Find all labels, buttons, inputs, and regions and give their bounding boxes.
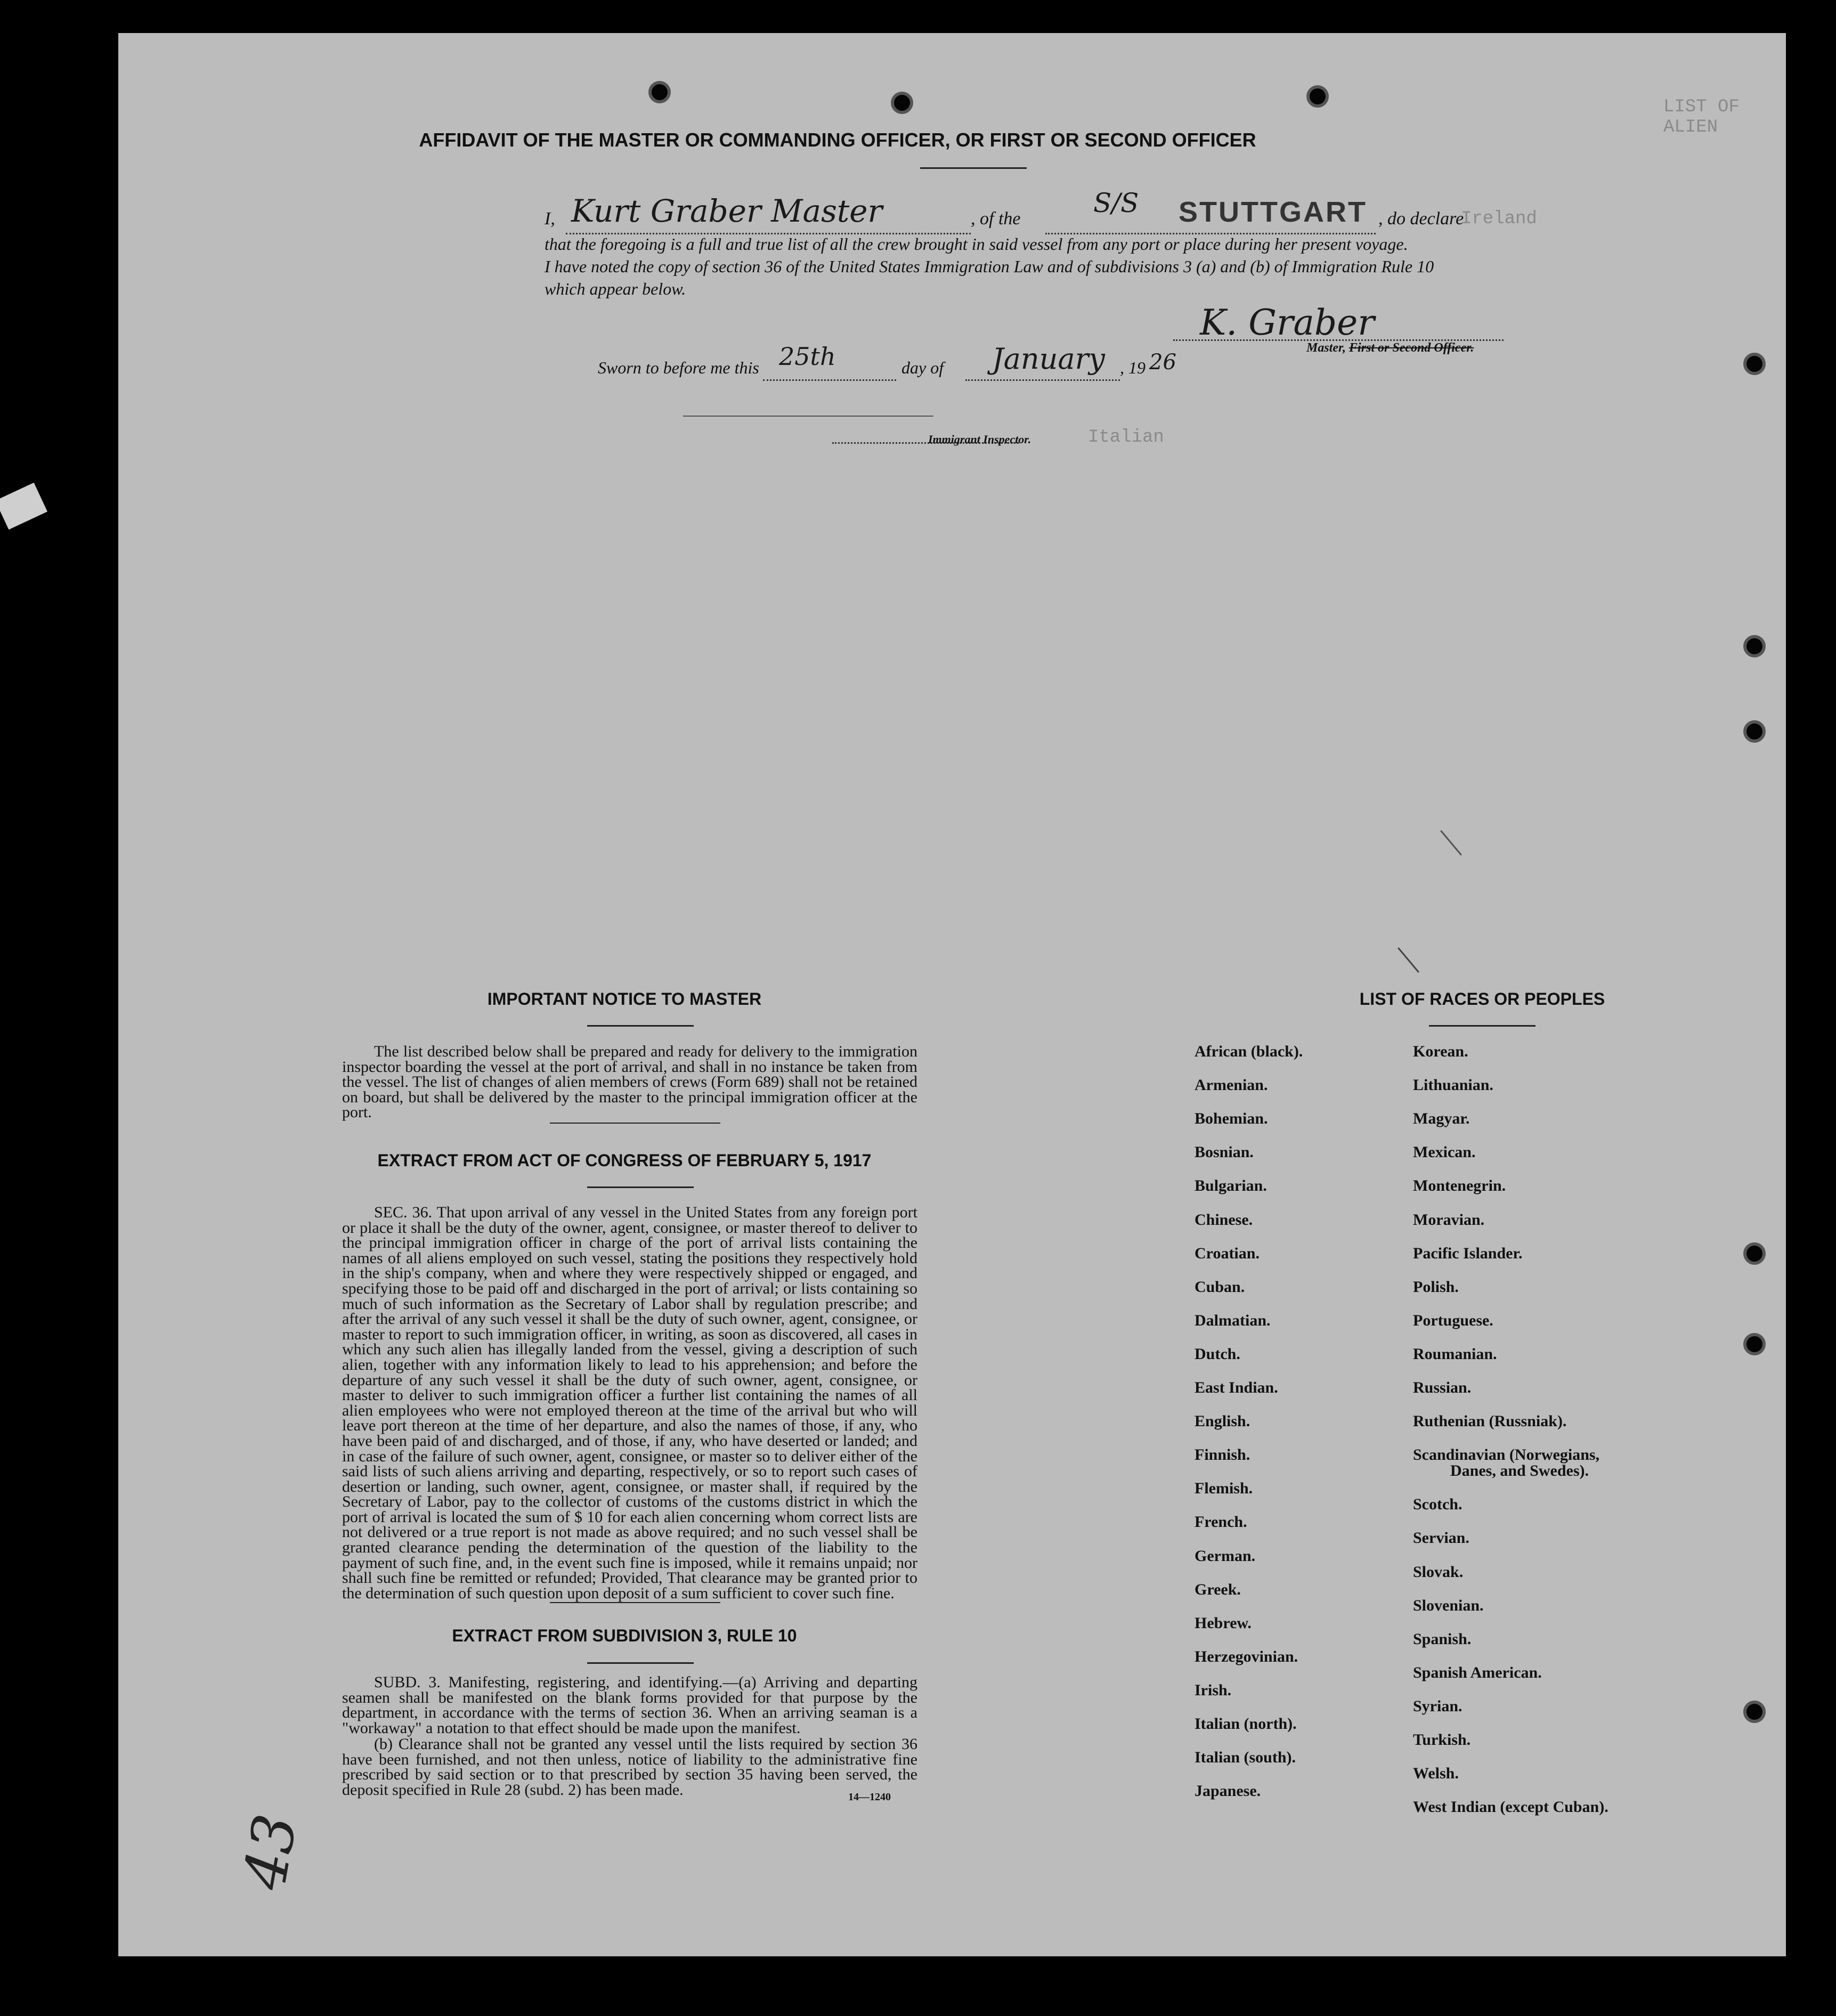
race-item: Roumanian.	[1413, 1345, 1497, 1363]
check-mark	[1398, 947, 1419, 973]
race-item: Irish.	[1195, 1681, 1232, 1699]
section-rule	[550, 1602, 720, 1603]
punch-hole	[1743, 1333, 1766, 1355]
bleed-through-text: Italian	[1088, 427, 1164, 448]
race-item: Spanish.	[1413, 1630, 1472, 1648]
race-item: Japanese.	[1195, 1782, 1261, 1800]
bleed-through-text: Ireland	[1461, 209, 1537, 229]
race-item: Danes, and Swedes).	[1450, 1462, 1589, 1480]
sworn-day-handwritten: 25th	[779, 342, 836, 371]
master-name-handwritten: Kurt Graber Master	[571, 193, 883, 229]
race-item: Bulgarian.	[1195, 1177, 1267, 1195]
of-the-label: , of the	[971, 209, 1021, 229]
race-item: Scandinavian (Norwegians,	[1413, 1446, 1600, 1464]
do-declare-label: , do declare	[1378, 209, 1464, 229]
races-underline	[1429, 1025, 1536, 1027]
race-item: English.	[1195, 1412, 1250, 1430]
race-item: Pacific Islander.	[1413, 1244, 1523, 1262]
month-blank-line	[965, 379, 1120, 381]
margin-handwritten-mark: 43	[230, 1809, 311, 1895]
race-item: Scotch.	[1413, 1495, 1463, 1514]
document-page	[118, 33, 1786, 1956]
race-item: Spanish American.	[1413, 1663, 1542, 1681]
race-item: African (black).	[1195, 1043, 1303, 1060]
race-item: Dalmatian.	[1195, 1311, 1271, 1329]
race-item: Herzegovinian.	[1195, 1647, 1298, 1665]
punch-hole	[648, 81, 671, 103]
year-suffix-handwritten: 26	[1149, 350, 1176, 375]
punch-hole	[891, 92, 913, 114]
vessel-name-stamp: STUTTGART	[1179, 196, 1367, 228]
signature-caption-struck: First or Second Officer.	[1349, 341, 1474, 355]
extract-act-text: SEC. 36. That upon arrival of any vessel in the United States from any foreign port or place it shall be the duty of the owner, agent, consignee, or master thereof to deliver to the principal immigration officer in charge of the port of arrival lists containing the names of all aliens employed on such vessel, stating the positions they respectively hold in the ship's company, when and where they were respectively shipped or engaged, and specifying those to be paid off and discharged in the port of arrival; or lists containing so much of such information as the Secretary of Labor shall by regulation prescribe; and after the arrival of any such vessel it shall be the duty of such owner, agent, consignee, or master to report to such immigration officer, in writing, as soon as discovered, all cases in which any such alien has illegally landed from the vessel, giving a description of such alien, together with any information likely to lead to his apprehension; and before the departure of any such vessel it shall be the duty of such owner, agent, consignee, or master to deliver to such immigration officer a further list containing the names of all alien employees who were not employed thereon at the time of the arrival but who will leave port thereon at the time of her departure, and also the names of those, if any, who have been paid of and discharged, and of those, if any, who have deserted or landed; and in case of the failure of such owner, agent, consignee, or master so to deliver either of the said lists of such aliens arriving and departing, respectively, or so to report such cases of desertion or landing, such owner, agent, consignee, or master shall, if required by the Secretary of Labor, pay to the collector of customs of the customs district in which the port of arrival is located the sum of $ 10 for each alien concerning whom correct lists are not delivered or a true report is not made as above required; and no such vessel shall be granted clearance pending the determination of the question of the liability to the payment of such fine, and, in the event such fine is imposed, while it remains unpaid; nor shall such fine be remitted or refunded; Provided, That clearance may be granted prior to the determination of such question upon deposit of a sum sufficient to cover such fine.	[342, 1204, 917, 1602]
race-item: Russian.	[1413, 1379, 1472, 1396]
race-item: French.	[1195, 1513, 1247, 1531]
paper-scrap	[0, 483, 47, 530]
race-item: Portuguese.	[1413, 1311, 1493, 1329]
race-item: Montenegrin.	[1413, 1177, 1506, 1195]
punch-hole	[1743, 1242, 1766, 1265]
race-item: Welsh.	[1413, 1765, 1459, 1783]
punch-hole	[1743, 353, 1766, 375]
race-item: Servian.	[1413, 1529, 1469, 1547]
sworn-label: Sworn to before me this	[598, 358, 759, 377]
extract-rule-text-a: SUBD. 3. Manifesting, registering, and identifying.—(a) Arriving and departing seamen shall be manifested on the blank forms provided for that purpose by the department, in accordance with the terms of section 36. When an arriving seaman is a "workaway" a notation to that effect should be made upon the manifest.	[342, 1673, 917, 1737]
race-item: Magyar.	[1413, 1110, 1470, 1128]
day-blank-line	[763, 379, 896, 381]
race-item: Slovak.	[1413, 1563, 1464, 1581]
race-item: Flemish.	[1195, 1480, 1253, 1498]
notice-title: IMPORTANT NOTICE TO MASTER	[487, 989, 762, 1009]
signature-caption	[1306, 341, 1474, 355]
race-item: Bohemian.	[1195, 1110, 1268, 1128]
year-prefix: , 19	[1120, 358, 1146, 377]
race-item: Moravian.	[1413, 1210, 1485, 1229]
race-item: Bosnian.	[1195, 1143, 1254, 1161]
title-underline	[920, 167, 1027, 169]
race-item: East Indian.	[1195, 1379, 1278, 1396]
race-item: Ruthenian (Russniak).	[1413, 1412, 1567, 1430]
race-item: Turkish.	[1413, 1731, 1471, 1749]
section-rule	[550, 1123, 720, 1124]
race-item: Syrian.	[1413, 1697, 1463, 1715]
race-item: Italian (south).	[1195, 1749, 1296, 1767]
race-item: Polish.	[1413, 1278, 1459, 1296]
race-item: German.	[1195, 1547, 1256, 1565]
extract-rule-title: EXTRACT FROM SUBDIVISION 3, RULE 10	[452, 1626, 797, 1645]
race-item: Croatian.	[1195, 1244, 1260, 1262]
form-number: 14—1240	[848, 1791, 891, 1803]
inspector-caption: Immigrant Inspector.	[928, 433, 1031, 446]
day-of-label: day of	[901, 358, 944, 377]
affidavit-line-3: I have noted the copy of section 36 of the United States Immigration Law and of subdivisions 3 (a) and (b) of Immigration Rule 10	[545, 257, 1434, 276]
race-item: West Indian (except Cuban).	[1413, 1798, 1608, 1816]
master-signature: K. Graber	[1200, 302, 1375, 343]
punch-hole	[1743, 635, 1766, 657]
race-item: Chinese.	[1195, 1210, 1253, 1229]
race-item: Italian (north).	[1195, 1715, 1297, 1733]
bleed-through-text: LIST OF ALIEN	[1663, 97, 1740, 137]
signature-caption-master: Master,	[1306, 341, 1346, 355]
punch-hole	[1743, 720, 1766, 743]
vessel-prefix-handwritten: S/S	[1093, 188, 1139, 218]
affidavit-line-4: which appear below.	[545, 279, 686, 298]
extract-rule-text-b: (b) Clearance shall not be granted any vessel until the lists required by section 36 have been furnished, and not then unless, notice of liability to the administrative fine prescribed by said section or to that prescribed by section 35 having been served, the deposit specified in Rule 28 (subd. 2) has been made.	[342, 1735, 917, 1799]
affidavit-title: AFFIDAVIT OF THE MASTER OR COMMANDING OFFICER, OR FIRST OR SECOND OFFICER	[419, 129, 1256, 151]
punch-hole	[1743, 1701, 1766, 1723]
extract-act-underline	[587, 1186, 694, 1188]
race-item: Lithuanian.	[1413, 1076, 1493, 1094]
inspector-upper-line	[683, 416, 933, 417]
race-item: Greek.	[1195, 1580, 1241, 1598]
race-item: Finnish.	[1195, 1446, 1250, 1464]
races-title: LIST OF RACES OR PEOPLES	[1359, 989, 1605, 1009]
race-item: Cuban.	[1195, 1278, 1245, 1296]
notice-text: The list described below shall be prepared and ready for delivery to the immigration inspector boarding the vessel at the port of arrival, and shall in no instance be taken from the vessel. The list of changes of alien members of crews (Form 689) shall not be retained on board, but shall be delivered by the master to the principal immigration officer at the port.	[342, 1043, 917, 1121]
affidavit-line-2: that the foregoing is a full and true list of all the crew brought in said vessel from any port or place during her present voyage.	[545, 234, 1408, 254]
notice-underline	[587, 1025, 694, 1027]
check-mark	[1440, 830, 1462, 856]
race-item: Korean.	[1413, 1043, 1468, 1060]
extract-act-title: EXTRACT FROM ACT OF CONGRESS OF FEBRUARY 5, 1917	[377, 1151, 872, 1170]
race-item: Hebrew.	[1195, 1614, 1252, 1632]
extract-rule-underline	[587, 1662, 694, 1664]
sworn-month-handwritten: January	[992, 342, 1105, 376]
race-item: Dutch.	[1195, 1345, 1240, 1363]
race-item: Armenian.	[1195, 1076, 1268, 1094]
punch-hole	[1306, 85, 1329, 108]
affidavit-i-label: I,	[545, 209, 555, 229]
race-item: Mexican.	[1413, 1143, 1476, 1161]
race-item: Slovenian.	[1413, 1596, 1484, 1614]
